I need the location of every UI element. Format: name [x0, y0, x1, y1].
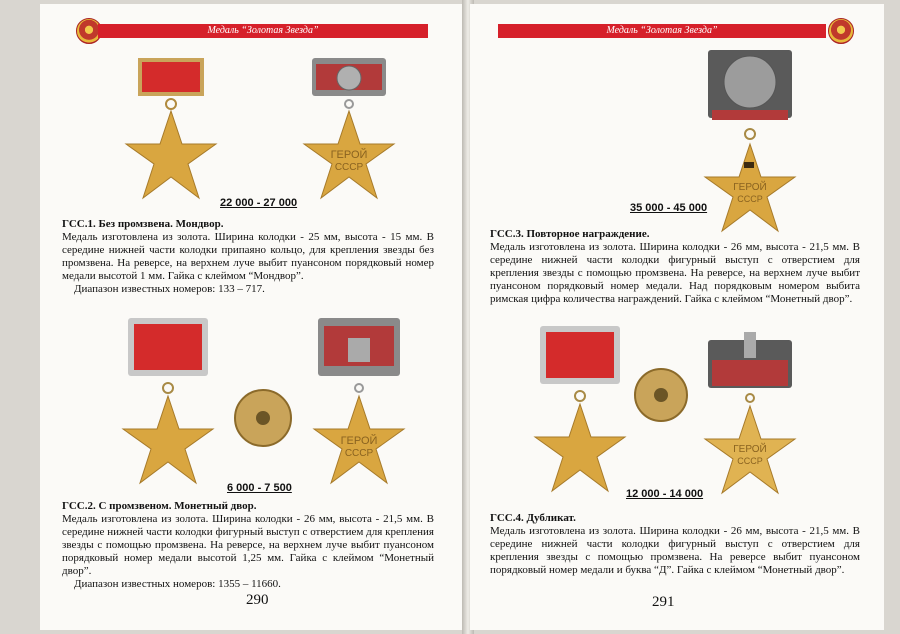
ussr-emblem-icon: [828, 18, 854, 44]
price-label: 6 000 - 7 500: [227, 482, 292, 494]
medal-star-obverse-4: [528, 324, 632, 496]
price-label: 22 000 - 27 000: [220, 197, 298, 209]
entry-title: ГСС.2. С промзвеном. Монетный двор.: [62, 500, 257, 512]
medal-inscription-1: ГЕРОЙ: [733, 444, 767, 455]
medal-inscription-2: СССР: [737, 194, 763, 204]
medal-inscription-1: ГЕРОЙ: [330, 149, 368, 161]
price-label: 12 000 - 14 000: [626, 488, 704, 500]
right-page: [470, 4, 884, 630]
catalog-entry: [490, 512, 860, 577]
medal-star-obverse-1: [116, 56, 226, 206]
catalog-entry: [62, 500, 434, 591]
entry-body: Медаль изготовлена из золота. Ширина колодки - 26 мм, высота - 21,5 мм. В середине нижней части колодки фигурный выступ с отверстием для крепления звезды с помощью промзвена. На реверсе, на верхнем луче выбит пуансоном порядковый номер медали. Над порядковым номером выбита римская цифра количества награждений. Гайка с клеймом “Монетный двор”.: [490, 241, 860, 305]
page-number: 291: [652, 594, 675, 610]
medal-star-reverse-1: [294, 56, 404, 206]
medal-star-reverse-2: [304, 316, 414, 492]
entry-title: ГСС.1. Без промзвена. Мондвор.: [62, 218, 224, 230]
medal-inscription-2: СССР: [334, 162, 364, 173]
page-header: Медаль “Золотая Звезда”: [98, 24, 428, 38]
entry-body: Медаль изготовлена из золота. Ширина колодки - 25 мм, высота - 15 мм. В середине нижней части колодки припаяно кольцо, для крепления звезды без промзвена. На реверсе, на верхнем луче выбит пуансоном порядковый номер медали высотой 1 мм. Гайка с клеймом “Мондвор”.: [62, 231, 434, 282]
medal-nut-1: [232, 387, 294, 449]
catalog-entry: [490, 228, 860, 306]
entry-body: Медаль изготовлена из золота. Ширина колодки - 26 мм, высота - 21,5 мм. В середине нижней части колодки фигурный выступ с отверстием для крепления звезды с помощью промзвена. На реверсе выбит пуансоном порядковый номер медали и буква “Д”. Гайка с клеймом “Монетный двор”.: [490, 525, 860, 576]
entry-number-range: Диапазон известных номеров: 1355 – 11660.: [74, 578, 281, 590]
medal-nut-2: [632, 366, 690, 424]
entry-title: ГСС.3. Повторное награждение.: [490, 228, 650, 240]
page-number: 290: [246, 592, 269, 608]
entry-title: ГСС.4. Дубликат.: [490, 512, 576, 524]
medal-inscription-1: ГЕРОЙ: [733, 182, 767, 193]
medal-star-reverse-3: [698, 48, 802, 238]
left-page: [40, 4, 466, 630]
medal-inscription-2: СССР: [737, 456, 763, 466]
medal-inscription-2: СССР: [344, 448, 374, 459]
medal-star-obverse-2: [116, 316, 220, 492]
page-header: Медаль “Золотая Звезда”: [498, 24, 826, 38]
catalog-entry: [62, 218, 434, 296]
entry-body: Медаль изготовлена из золота. Ширина колодки - 26 мм, высота - 21,5 мм. В середине нижней части колодки фигурный выступ с отверстием для крепления звезды с помощью промзвена. На реверсе, на верхнем луче выбит пуансоном порядковый номер медали высотой 1,25 мм. Гайка с клеймом “Монетный двор”.: [62, 513, 434, 577]
medal-star-reverse-4: [698, 330, 802, 496]
price-label: 35 000 - 45 000: [630, 202, 708, 214]
entry-number-range: Диапазон известных номеров: 133 – 717.: [74, 283, 265, 295]
medal-inscription-1: ГЕРОЙ: [340, 435, 378, 447]
